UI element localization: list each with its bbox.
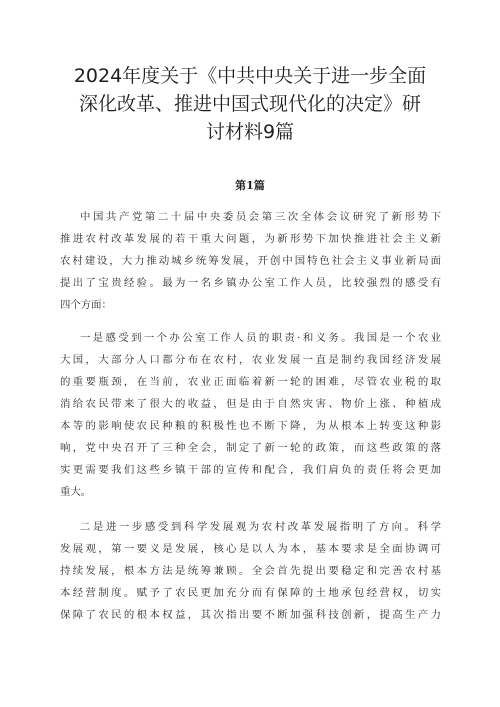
paragraph-point-one <box>60 327 441 503</box>
text-line: 响，党中央召开了三种全会，制定了新一轮的政策，而这些政策的落 <box>60 442 441 454</box>
section-heading: 第1篇 <box>235 179 265 192</box>
text-line: 中国共产党第二十届中央委员会第三次全体会议研究了新形势下 <box>80 211 441 223</box>
text-line: 本等的影响使农民种粮的积极性也不断下降，为从根本上转变这种影 <box>60 420 441 432</box>
text-line: 消给农民带来了很大的收益，但是由于自然灾害、物价上涨、种植成 <box>60 398 441 410</box>
title-line: 深化改革、推进中国式现代化的决定》研 <box>78 93 421 115</box>
text-line: 实更需要我们这些乡镇干部的宣传和配合，我们肩负的责任将会更加 <box>60 464 441 476</box>
text-line: 的重要瓶颈，在当前，农业正面临着新一轮的困难，尽管农业税的取 <box>60 376 441 388</box>
title-line: 讨材料9篇 <box>205 121 295 143</box>
text-line: 农村建设，大力推动城乡统筹发展，开创中国特色社会主义事业新局面 <box>60 255 441 267</box>
text-line: 保障了农民的根本权益，其次指出要不断加强科技创新，提高生产力 <box>60 609 441 621</box>
text-line: 发展观，第一要义是发展，核心是以人为本，基本要求是全面协调可 <box>60 543 441 555</box>
text-line: 二是进一步感受到科学发展观为农村改革发展指明了方向。科学 <box>80 521 441 533</box>
text-line: 一是感受到一个办公室工作人员的职责·和义务。我国是一个农业 <box>80 332 441 344</box>
document-title <box>60 62 440 146</box>
text-line: 重大。 <box>60 486 92 498</box>
text-line: 推进农村改革发展的若干重大问题，为新形势下加快推进社会主义新 <box>60 233 441 245</box>
text-line: 本经营制度。赋予了农民更加充分而有保障的土地承包经营权，切实 <box>60 587 441 599</box>
text-line: 四个方面： <box>60 299 112 311</box>
paragraph-intro <box>60 206 441 316</box>
paragraph-point-two <box>60 516 441 626</box>
text-line: 持续发展，根本方法是统筹兼顾。全会首先提出要稳定和完善农村基 <box>60 565 441 577</box>
text-line: 大国，大部分人口都分布在农村，农业发展一直是制约我国经济发展 <box>60 354 441 366</box>
title-line: 2024年度关于《中共中央关于进一步全面 <box>73 65 427 87</box>
text-line: 提出了宝贵经验。最为一名乡镇办公室工作人员，比较强烈的感受有 <box>60 277 441 289</box>
